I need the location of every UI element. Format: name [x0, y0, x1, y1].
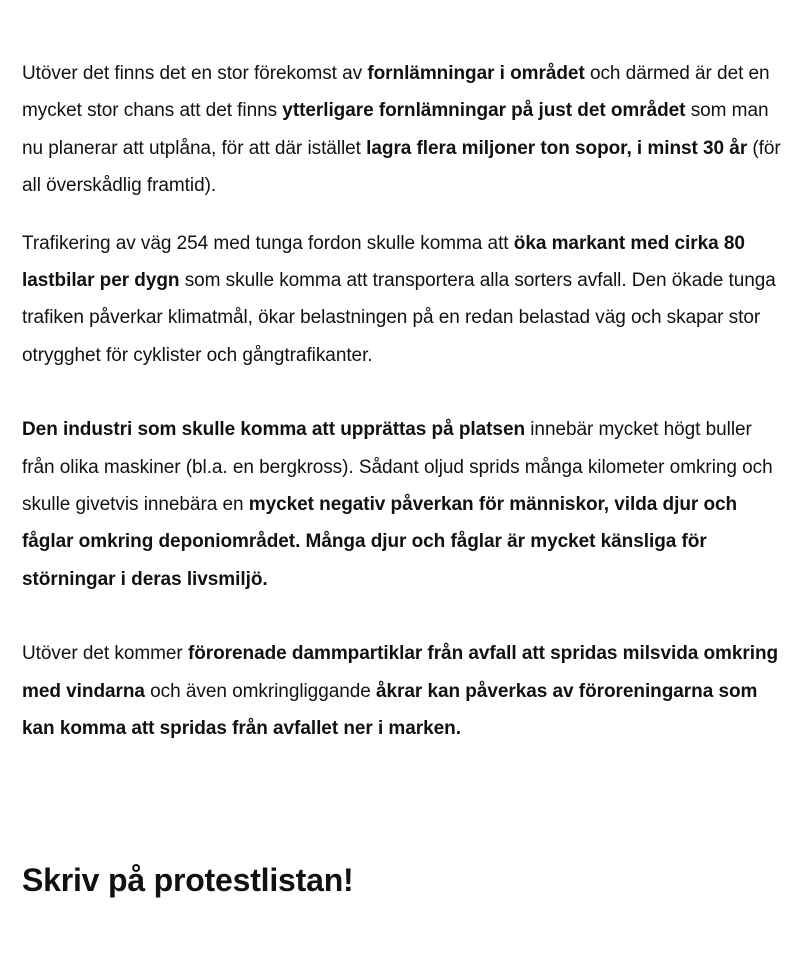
text-segment: Trafikering av väg 254 med tunga fordon skulle komma att [22, 232, 514, 254]
paragraph-trafikering [22, 225, 782, 375]
paragraph-fornlamningar [22, 55, 782, 205]
text-segment: och därmed är det en mycket stor chans att det finns [22, 63, 770, 122]
text-segment-bold: förorenade dammpartiklar från avfall att spridas milsvida omkring med vindarna [22, 643, 779, 702]
text-segment-bold: lagra flera miljoner ton sopor, i minst 30 år [366, 137, 748, 159]
text-segment: och även omkringliggande [144, 680, 377, 702]
text-segment-bold: Den industri som skulle komma att upprättas på platsen [22, 419, 526, 441]
text-segment: innebär mycket högt buller från olika maskiner (bl.a. en bergkross). Sådant oljud sprids många kilometer omkring och skulle givetvis innebära en [22, 419, 773, 516]
text-segment-bold: mycket negativ påverkan för människor, vilda djur och fåglar omkring deponiområdet. Många djur och fåglar är mycket känsliga för störningar i deras livsmiljö. [22, 494, 738, 590]
paragraph-dammpartiklar [22, 635, 782, 747]
text-segment: som skulle komma att transportera alla sorters avfall. Den ökade tunga trafiken påverkar klimatmål, ökar belastningen på en redan belastad väg och skapar stor otrygghet för cyklister och gångtrafikanter. [22, 270, 776, 366]
text-segment: Utöver det kommer [22, 643, 188, 665]
text-segment-bold: fornlämningar i området [367, 63, 585, 84]
protest-list-heading: Skriv på protestlistan! [22, 862, 354, 898]
text-segment-bold: öka markant med cirka 80 lastbilar per dygn [22, 232, 745, 292]
text-segment: Utöver det finns det en stor förekomst av [22, 63, 368, 84]
text-segment: som man nu planerar att utplåna, för att där istället [22, 100, 769, 159]
paragraph-industri-buller [22, 411, 782, 598]
text-segment-bold: ytterligare fornlämningar på just det området [282, 100, 686, 122]
article-body [22, 55, 782, 748]
text-segment-bold: åkrar kan påverkas av föroreningarna som kan komma att spridas från avfallet ner i marken. [22, 680, 758, 740]
text-segment: (för all överskådlig framtid). [22, 137, 781, 197]
